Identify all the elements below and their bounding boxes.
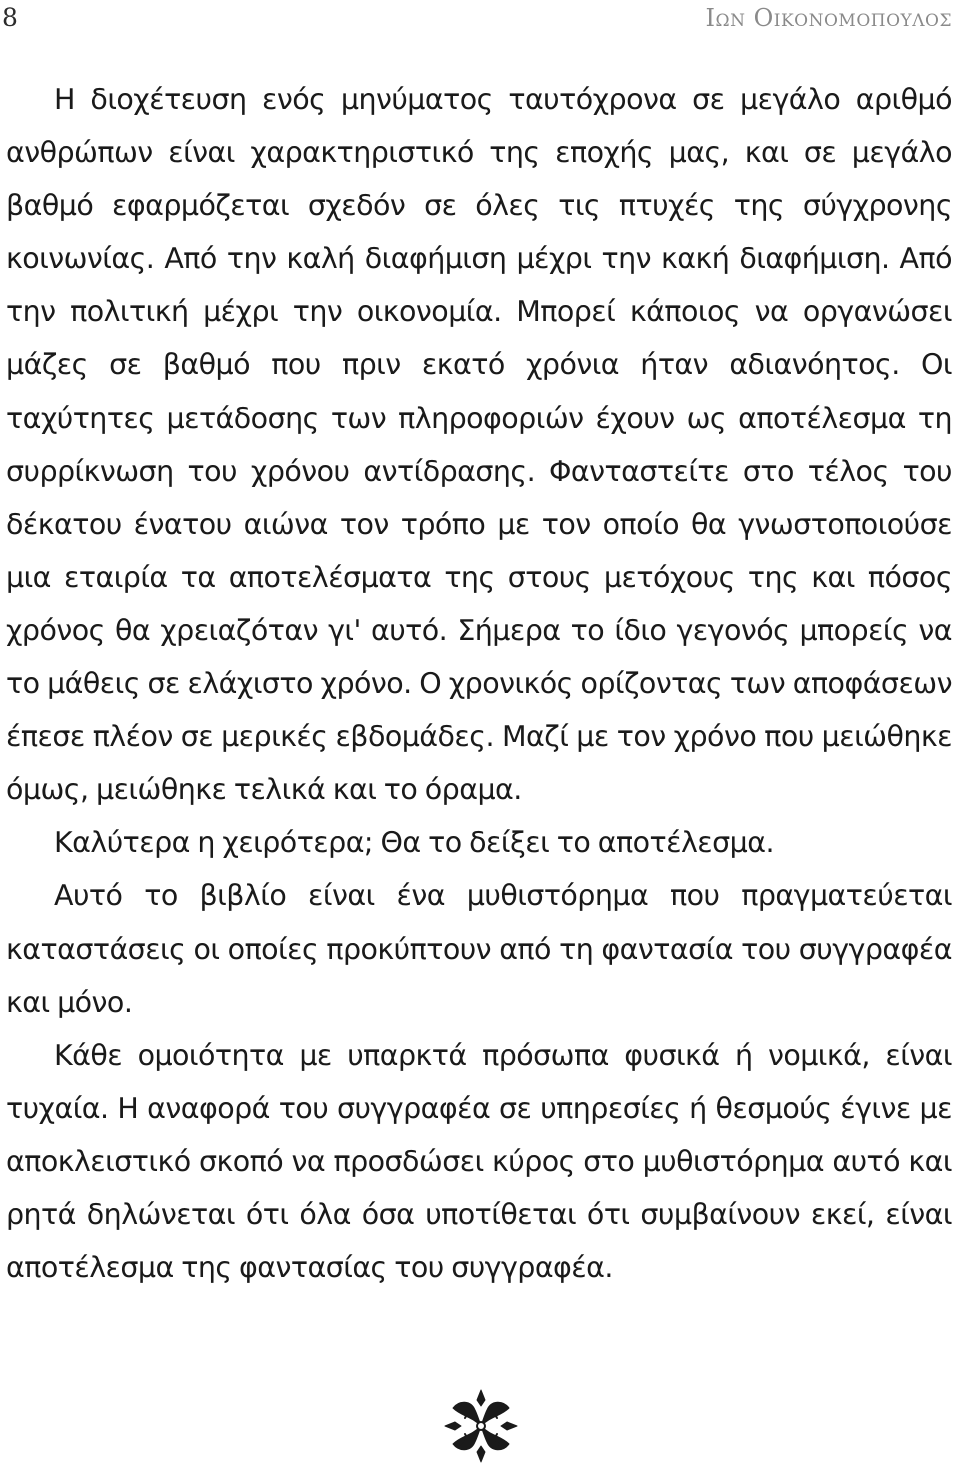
book-author: Ιων Οικονομοπουλος xyxy=(705,4,952,32)
floral-ornament-icon xyxy=(441,1386,521,1466)
body-text xyxy=(6,73,952,1294)
paragraph-intro: Η διοχέτευση ενός μηνύματος ταυτόχρονα σε μεγάλο αριθμό ανθρώπων είναι χαρακτηριστικό της εποχής μας, και σε μεγάλο βαθμό εφαρμόζεται σχεδόν σε όλες τις πτυχές της σύγχρονης κοινωνίας. Από την καλή διαφήμιση μέχρι την κακή διαφήμιση. Από την πολιτική μέχρι την οικονομία. Μπορεί κάποιος να οργανώσει μάζες σε βαθμό που πριν εκατό χρόνια ήταν αδιανόητος. Οι ταχύτητες μετάδοσης των πληροφοριών έχουν ως αποτέλεσμα τη συρρίκνωση του χρόνου αντίδρασης. Φανταστείτε στο τέλος του δέκατου ένατου αιώνα τον τρόπο με τον οποίο θα γνωστοποιούσε μια εταιρία τα αποτελέσματα της στους μετόχους της και πόσος χρόνος θα χρειαζόταν γι' αυτό. Σήμερα το ίδιο γεγονός μπορείς να το μάθεις σε ελάχιστο χρόνο. Ο χρονικός ορίζοντας των αποφάσεων έπεσε πλέον σε μερικές εβδομάδες. Μαζί με τον χρόνο που μειώθηκε όμως, μειώθηκε τελικά και το όραμα. xyxy=(6,83,952,807)
paragraph-disclaimer: Κάθε ομοιότητα με υπαρκτά πρόσωπα φυσικά ή νομικά, είναι τυχαία. Η αναφορά του συγγραφέα σε υπηρεσίες ή θεσμούς έγινε με αποκλειστικό σκοπό να προσδώσει κύρος στο μυθιστόρημα αυτό και ρητά δηλώνεται ότι όλα όσα υποτίθεται ότι συμβαίνουν εκεί, είναι αποτέλεσμα της φαντασίας του συγγραφέα. xyxy=(6,1038,952,1285)
running-head xyxy=(0,0,960,40)
paragraph-question: Καλύτερα η χειρότερα; Θα το δείξει το αποτέλεσμα. xyxy=(54,826,774,860)
paragraph-fiction-notice: Αυτό το βιβλίο είναι ένα μυθιστόρημα που πραγματεύεται καταστάσεις οι οποίες προκύπτουν από τη φαντασία του συγγραφέα και μόνο. xyxy=(6,879,952,1019)
page-number: 8 xyxy=(2,3,18,32)
